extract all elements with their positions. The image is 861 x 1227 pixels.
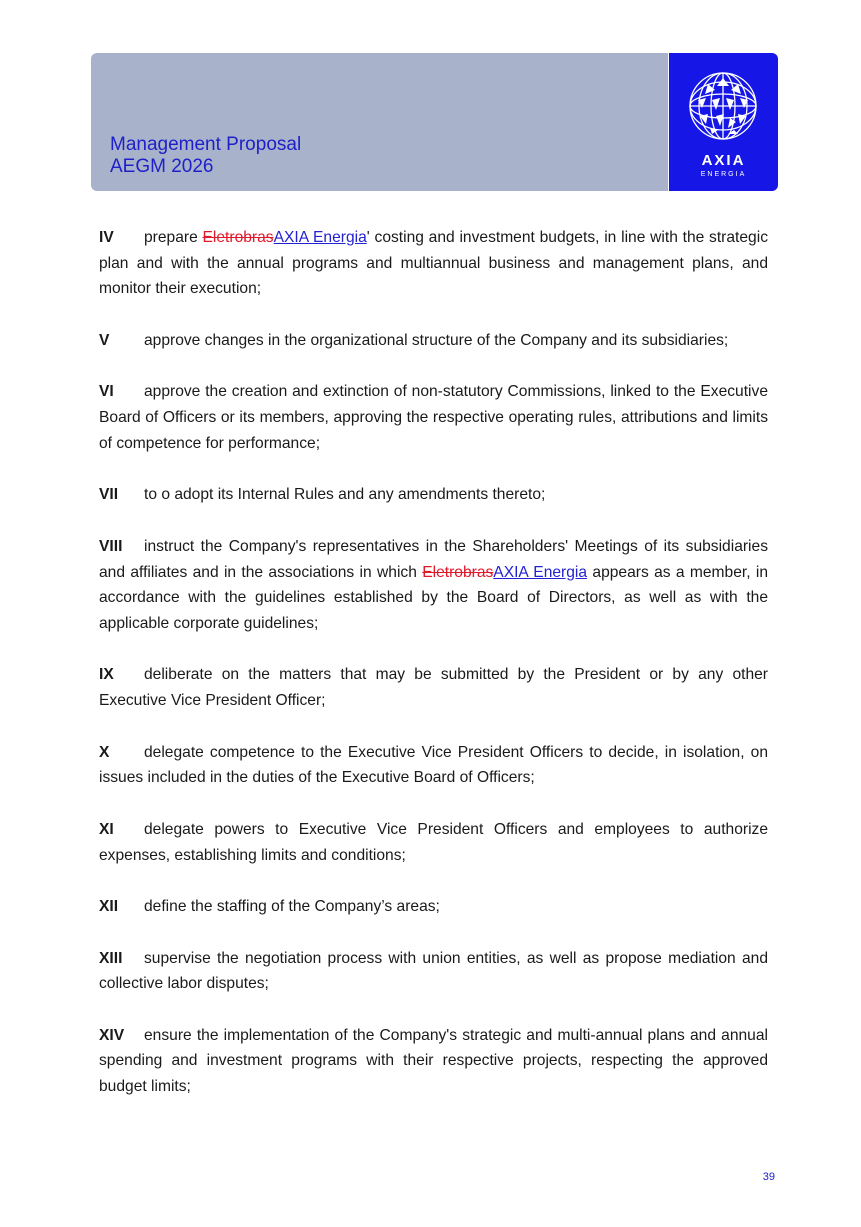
inserted-text: AXIA Energia xyxy=(493,563,588,581)
clause-vii xyxy=(99,482,768,508)
clause-text: delegate competence to the Executive Vice President Officers to decide, in isolation, on issues included in the duties of the Executive Board of Officers; xyxy=(99,743,768,787)
clause-xiv xyxy=(99,1023,768,1100)
clause-text: approve changes in the organizational structure of the Company and its subsidiaries; xyxy=(144,331,729,349)
page-number: 39 xyxy=(762,1171,775,1183)
clause-number: VII xyxy=(99,486,119,504)
clause-number: XII xyxy=(99,898,119,916)
company-logo xyxy=(669,53,778,191)
logo-subtext: ENERGIA xyxy=(700,171,747,178)
clause-text: to o adopt its Internal Rules and any amendments thereto; xyxy=(144,486,546,504)
clause-text: supervise the negotiation process with union entities, as well as propose mediation and collective labor disputes; xyxy=(99,949,768,993)
clause-number: V xyxy=(99,331,110,349)
clause-text: ' costing and investment budgets, in line with the strategic plan and with the annual programs and multiannual business and management plans, and monitor their execution; xyxy=(99,229,768,298)
clause-ix xyxy=(99,662,768,713)
clause-number: VIII xyxy=(99,537,123,555)
clause-v xyxy=(99,328,768,354)
globe-icon xyxy=(688,70,758,142)
clause-number: IV xyxy=(99,229,114,246)
clause-xii xyxy=(99,894,768,920)
clause-text: instruct the Company's representatives in the Shareholders' Meetings of its subsidiaries and affiliates and in the associations in which xyxy=(99,537,768,581)
clause-x xyxy=(99,740,768,791)
clause-text: ensure the implementation of the Company's strategic and multi-annual plans and annual spending and investment programs with their respective projects, respecting the approved budget limits; xyxy=(99,1026,768,1096)
clause-number: VI xyxy=(99,383,114,401)
clause-text: approve the creation and extinction of non-statutory Commissions, linked to the Executive Board of Officers or its members, approving the respective operating rules, attributions and limits of competence for performance; xyxy=(99,383,768,452)
clause-number: XIII xyxy=(99,949,123,967)
clause-number: XI xyxy=(99,820,114,838)
clause-text: appears as a member, in accordance with the guidelines established by the Board of Directors, as well as with the applicable corporate guidelines; xyxy=(99,563,768,632)
clause-xiii xyxy=(99,946,768,997)
document-body xyxy=(99,225,768,1126)
title-line-1: Management Proposal xyxy=(110,134,302,155)
title-line-2: AEGM 2026 xyxy=(110,156,214,177)
document-title xyxy=(110,134,301,178)
logo-wordmark: AXIA xyxy=(701,152,746,169)
deleted-text: Eletrobras xyxy=(422,563,494,581)
clause-text: prepare xyxy=(144,229,203,246)
clause-text: deliberate on the matters that may be submitted by the President or by any other Executive Vice President Officer; xyxy=(99,666,768,710)
clause-text: delegate powers to Executive Vice President Officers and employees to authorize expenses, establishing limits and conditions; xyxy=(99,820,768,864)
clause-xi xyxy=(99,817,768,868)
clause-iv xyxy=(99,225,768,302)
clause-number: IX xyxy=(99,666,114,684)
clause-viii xyxy=(99,534,768,637)
clause-text: define the staffing of the Company’s areas; xyxy=(144,898,440,916)
deleted-text: Eletrobras xyxy=(202,229,274,246)
clause-vi xyxy=(99,379,768,456)
clause-number: XIV xyxy=(99,1026,125,1044)
inserted-text: AXIA Energia xyxy=(273,229,367,246)
clause-number: X xyxy=(99,743,110,761)
